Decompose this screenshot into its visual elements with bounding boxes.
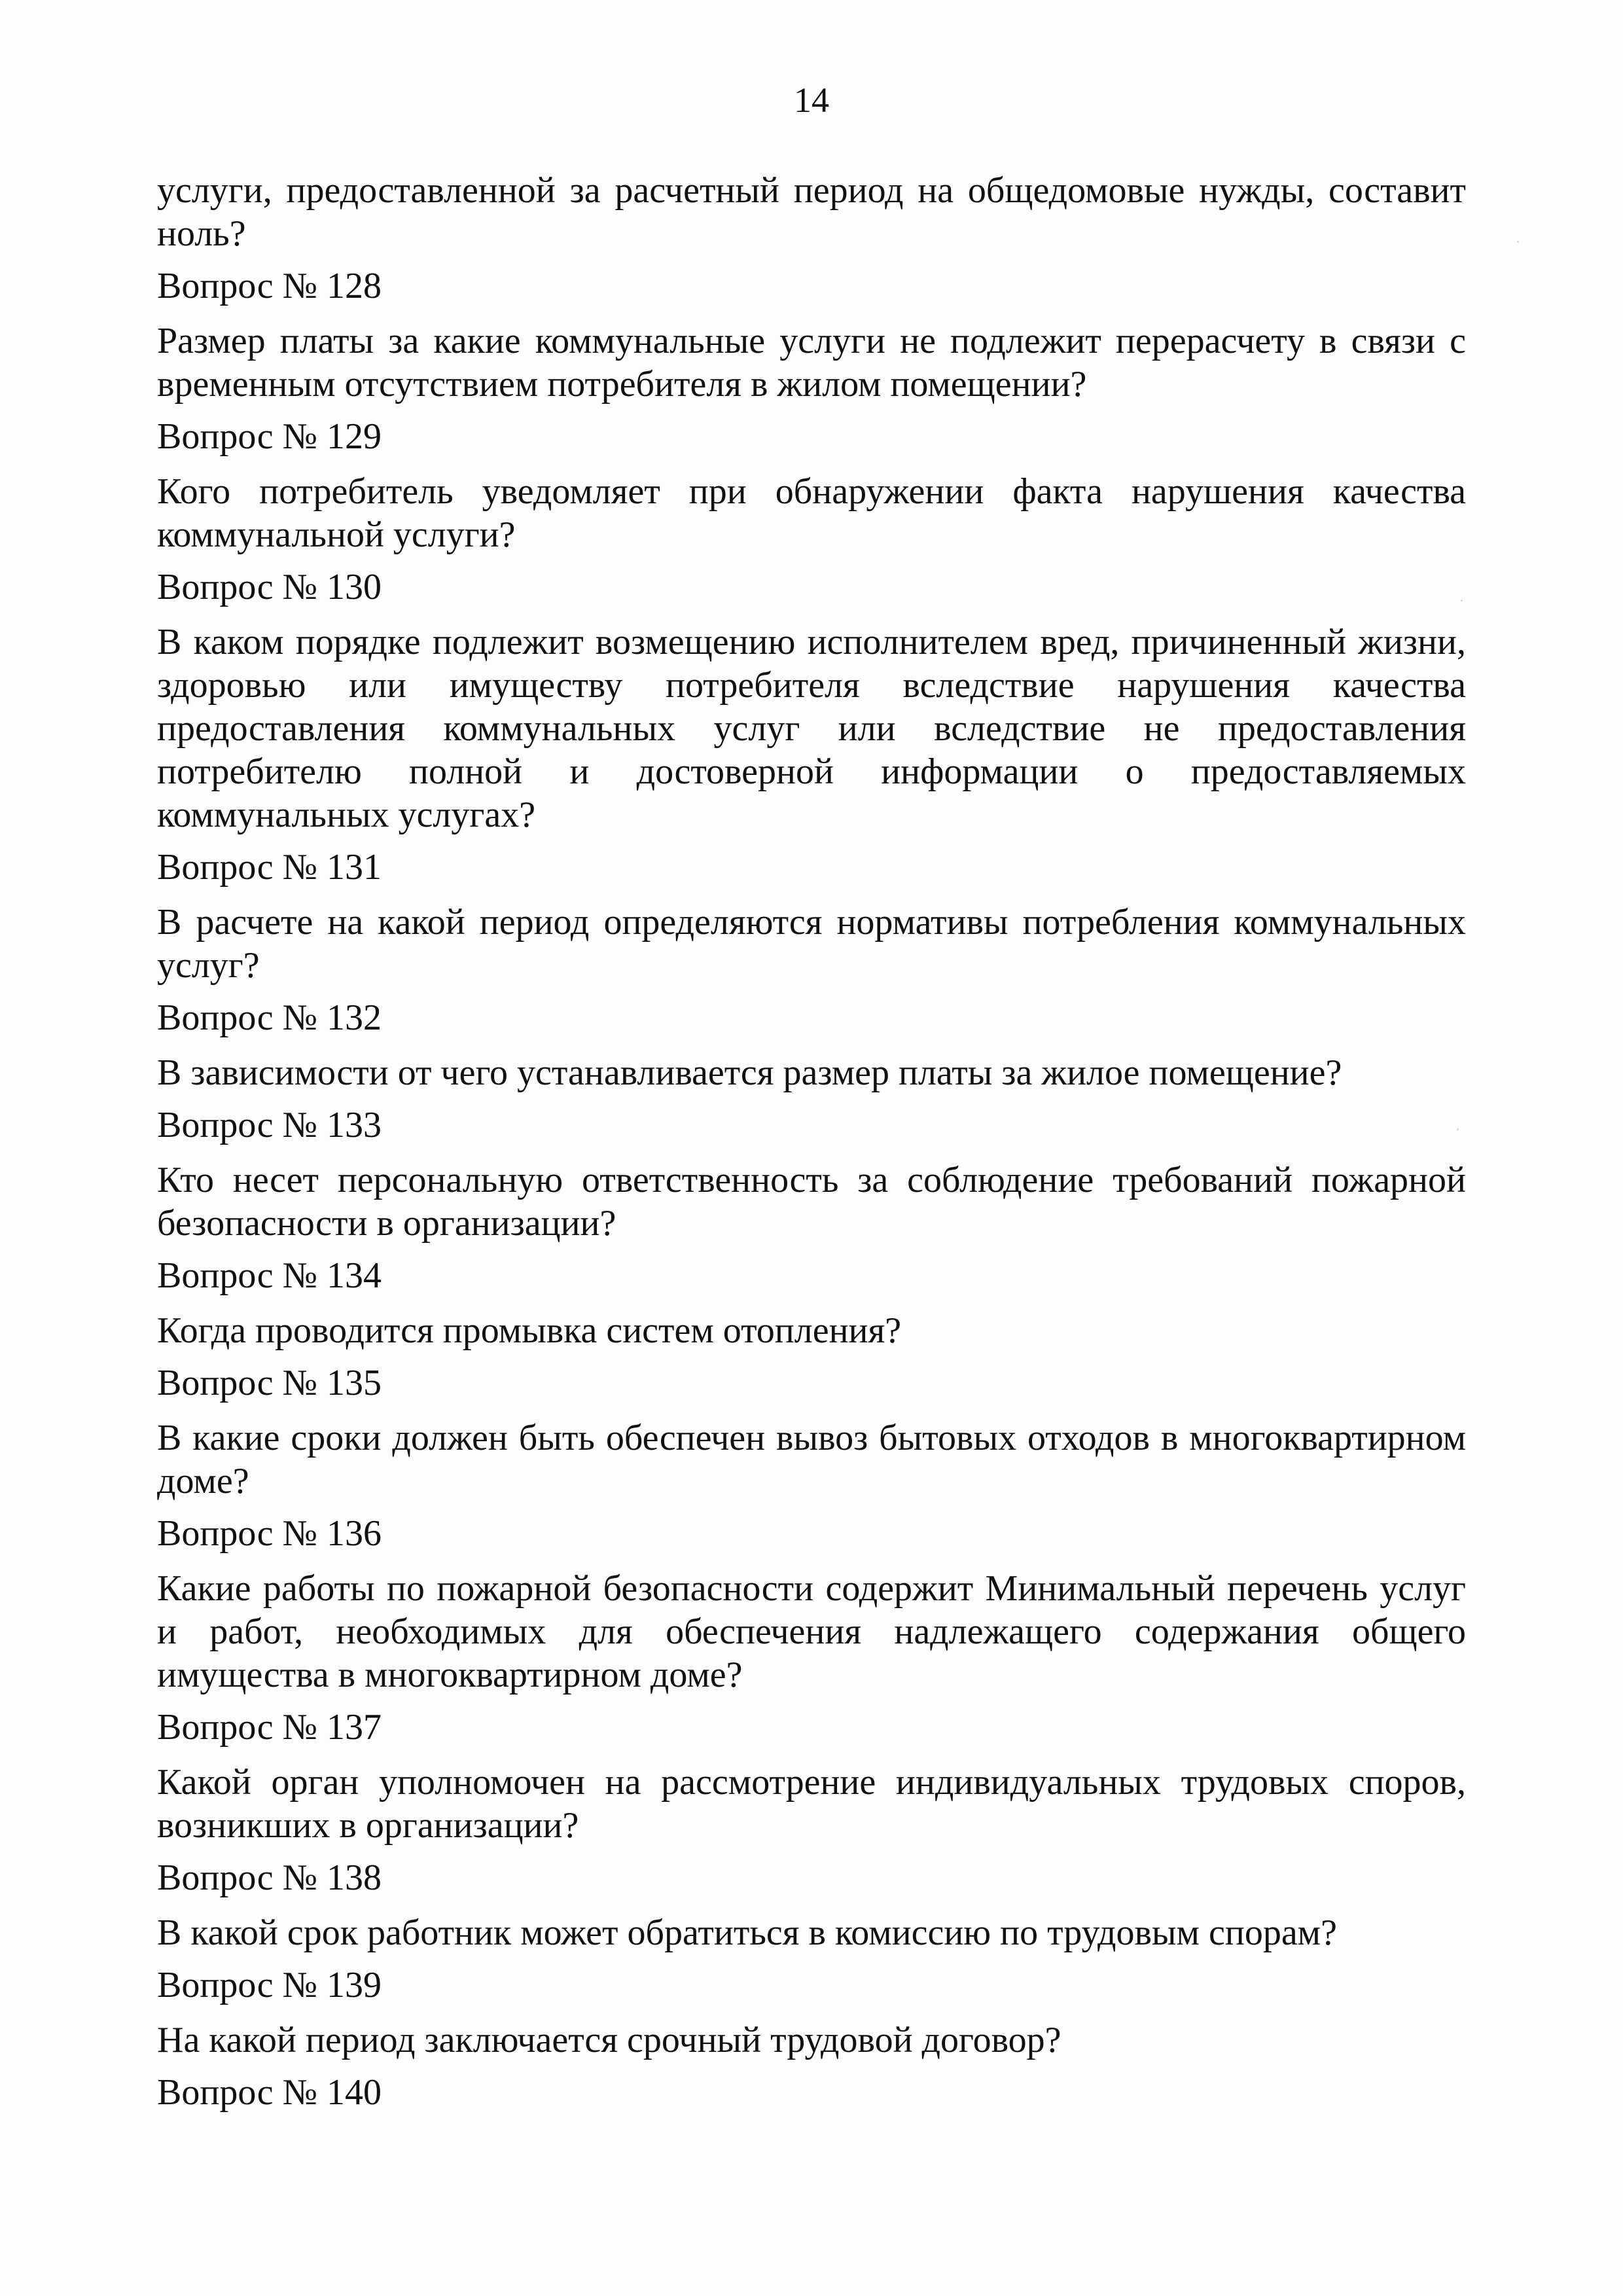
question-number: Вопрос № 137 (157, 1707, 382, 1748)
question-item (157, 565, 1466, 836)
questions-list (157, 169, 1466, 2126)
question-text: В какой срок работник может обратиться в комиссию по трудовым спорам? (157, 1912, 1337, 1953)
question-item (157, 1856, 1466, 1954)
question-number: Вопрос № 136 (157, 1513, 382, 1554)
question-number: Вопрос № 135 (157, 1363, 382, 1403)
question-text: На какой период заключается срочный трудовой договор? (157, 2020, 1061, 2060)
question-number: Вопрос № 130 (157, 567, 382, 607)
question-text: Кто несет персональную ответственность за соблюдение требований пожарной безопасности в организации? (157, 1160, 1466, 1244)
scan-speck (1517, 241, 1519, 243)
question-item (157, 415, 1466, 556)
question-item (157, 1512, 1466, 1696)
question-text: В расчете на какой период определяются нормативы потребления коммунальных услуг? (157, 902, 1466, 986)
question-text: Когда проводится промывка систем отопления? (157, 1310, 902, 1351)
question-item (157, 846, 1466, 987)
question-item (157, 1254, 1466, 1352)
question-item (157, 1361, 1466, 1503)
question-text: Кого потребитель уведомляет при обнаружении факта нарушения качества коммунальной услуги? (157, 471, 1466, 555)
question-text: В каком порядке подлежит возмещению исполнителем вред, причиненный жизни, здоровью или имуществу потребителя вследствие нарушения качества предоставления коммунальных услуг или вследствие не предоставления потребителю полной и достоверной информации о предоставляемых коммунальных услугах? (157, 622, 1466, 835)
question-number: Вопрос № 128 (157, 266, 382, 306)
question-item (157, 264, 1466, 406)
question-text: Размер платы за какие коммунальные услуги не подлежит перерасчету в связи с временным отсутствием потребителя в жилом помещении? (157, 321, 1466, 404)
scan-speck (1457, 1128, 1459, 1130)
question-item (157, 1103, 1466, 1245)
question-item (157, 1964, 1466, 2062)
question-number: Вопрос № 129 (157, 416, 382, 457)
question-number: Вопрос № 133 (157, 1105, 382, 1145)
question-number: Вопрос № 131 (157, 847, 382, 888)
question-text: Какой орган уполномочен на рассмотрение индивидуальных трудовых споров, возникших в организации? (157, 1762, 1466, 1846)
question-item (157, 1706, 1466, 1847)
question-text: Какие работы по пожарной безопасности содержит Минимальный перечень услуг и работ, необходимых для обеспечения надлежащего содержания общего имущества в многоквартирном доме? (157, 1568, 1466, 1695)
question-number: Вопрос № 132 (157, 997, 382, 1038)
continuation-text: услуги, предоставленной за расчетный период на общедомовые нужды, составит ноль? (157, 170, 1466, 254)
question-number: Вопрос № 134 (157, 1255, 382, 1296)
question-item (157, 996, 1466, 1094)
page-number: 14 (794, 81, 829, 120)
question-number: Вопрос № 140 (157, 2072, 382, 2113)
scan-speck (1461, 600, 1463, 601)
question-item (157, 2071, 1466, 2114)
question-text: В зависимости от чего устанавливается размер платы за жилое помещение? (157, 1052, 1342, 1093)
question-number: Вопрос № 138 (157, 1857, 382, 1898)
question-text: В какие сроки должен быть обеспечен вывоз бытовых отходов в многоквартирном доме? (157, 1418, 1466, 1501)
question-number: Вопрос № 139 (157, 1965, 382, 2005)
